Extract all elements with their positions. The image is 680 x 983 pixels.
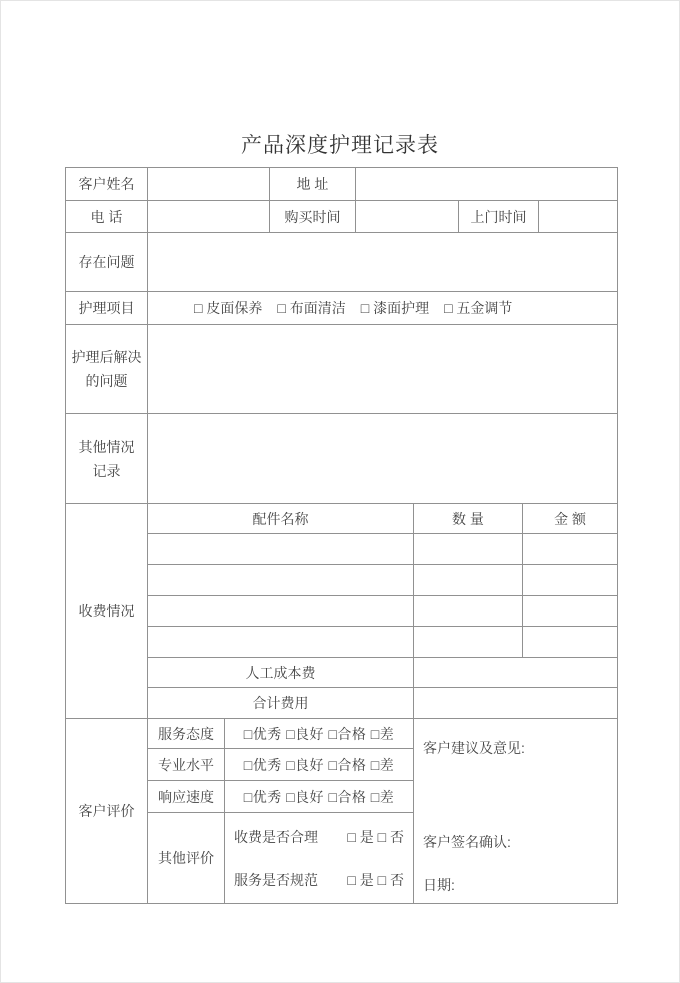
rating-checkbox-group[interactable]: □优秀 □良好 □合格 □差 xyxy=(243,725,395,742)
rating-checkbox-group[interactable]: □优秀 □良好 □合格 □差 xyxy=(243,788,395,805)
quantity-header: 数 量 xyxy=(414,504,523,534)
purchase-time-label: 购买时间 xyxy=(270,201,356,233)
response-speed-label: 响应速度 xyxy=(148,781,225,813)
amount-input-cell[interactable] xyxy=(523,596,618,627)
checkbox-option-fabric-clean[interactable]: □ 布面清洁 xyxy=(277,300,346,316)
charge-reasonable-row xyxy=(234,827,404,847)
rating-checkbox-group[interactable]: □优秀 □良好 □合格 □差 xyxy=(243,756,395,773)
total-cost-input-cell[interactable] xyxy=(414,688,618,719)
charge-reasonable-label: 收费是否合理 xyxy=(234,828,318,845)
amount-header: 金 额 xyxy=(523,504,618,534)
date-label: 日期: xyxy=(423,877,455,893)
service-standard-row xyxy=(234,870,404,890)
quantity-input-cell[interactable] xyxy=(414,627,523,658)
existing-problems-input-cell[interactable] xyxy=(148,233,618,292)
address-label: 地 址 xyxy=(270,168,356,201)
accessory-row xyxy=(66,534,618,565)
quantity-input-cell[interactable] xyxy=(414,565,523,596)
visit-time-label: 上门时间 xyxy=(459,201,539,233)
quantity-input-cell[interactable] xyxy=(414,534,523,565)
checkbox-option-paint-care[interactable]: □ 漆面护理 xyxy=(360,300,430,316)
professional-level-rating-cell[interactable] xyxy=(225,749,414,781)
service-attitude-rating-cell[interactable] xyxy=(225,719,414,749)
address-input-cell[interactable] xyxy=(356,168,618,201)
existing-problems-label: 存在问题 xyxy=(66,233,148,292)
resolved-problems-input-cell[interactable] xyxy=(148,325,618,414)
yes-no-checkbox-group[interactable]: □ 是 □ 否 xyxy=(347,871,404,888)
phone-label: 电 话 xyxy=(66,201,148,233)
service-attitude-label: 服务态度 xyxy=(148,719,225,749)
amount-input-cell[interactable] xyxy=(523,627,618,658)
parts-name-header: 配件名称 xyxy=(148,504,414,534)
care-record-table xyxy=(65,167,618,904)
labor-cost-label: 人工成本费 xyxy=(148,658,414,688)
visit-time-input-cell[interactable] xyxy=(539,201,618,233)
amount-input-cell[interactable] xyxy=(523,534,618,565)
response-speed-rating-cell[interactable] xyxy=(225,781,414,813)
total-cost-label: 合计费用 xyxy=(148,688,414,719)
charging-section-label: 收费情况 xyxy=(66,504,148,719)
form-title: 产品深度护理记录表 xyxy=(241,134,439,157)
service-standard-label: 服务是否规范 xyxy=(234,871,318,888)
parts-name-input-cell[interactable] xyxy=(148,565,414,596)
care-items-options-cell xyxy=(148,292,618,325)
professional-level-label: 专业水平 xyxy=(148,749,225,781)
other-records-label: 其他情况 记录 xyxy=(66,414,148,504)
checkbox-option-hardware-adjust[interactable]: □ 五金调节 xyxy=(444,300,513,316)
yes-no-checkbox-group[interactable]: □ 是 □ 否 xyxy=(347,828,404,845)
phone-input-cell[interactable] xyxy=(148,201,270,233)
quantity-input-cell[interactable] xyxy=(414,596,523,627)
accessory-row xyxy=(66,596,618,627)
amount-input-cell[interactable] xyxy=(523,565,618,596)
other-evaluation-options-cell xyxy=(225,813,414,904)
other-evaluation-label: 其他评价 xyxy=(148,813,225,904)
parts-name-input-cell[interactable] xyxy=(148,596,414,627)
accessory-row xyxy=(66,627,618,658)
resolved-problems-label: 护理后解决 的问题 xyxy=(66,325,148,414)
accessory-row xyxy=(66,565,618,596)
evaluation-section-label: 客户评价 xyxy=(66,719,148,904)
parts-name-input-cell[interactable] xyxy=(148,627,414,658)
suggestions-signature-cell[interactable] xyxy=(414,719,618,904)
customer-name-input-cell[interactable] xyxy=(148,168,270,201)
customer-name-label: 客户姓名 xyxy=(66,168,148,201)
labor-cost-input-cell[interactable] xyxy=(414,658,618,688)
other-records-input-cell[interactable] xyxy=(148,414,618,504)
parts-name-input-cell[interactable] xyxy=(148,534,414,565)
care-items-label: 护理项目 xyxy=(66,292,148,325)
purchase-time-input-cell[interactable] xyxy=(356,201,459,233)
customer-suggestions-label: 客户建议及意见: xyxy=(423,740,525,756)
customer-signature-label: 客户签名确认: xyxy=(423,834,511,850)
checkbox-option-leather-care[interactable]: □ 皮面保养 xyxy=(194,300,263,316)
